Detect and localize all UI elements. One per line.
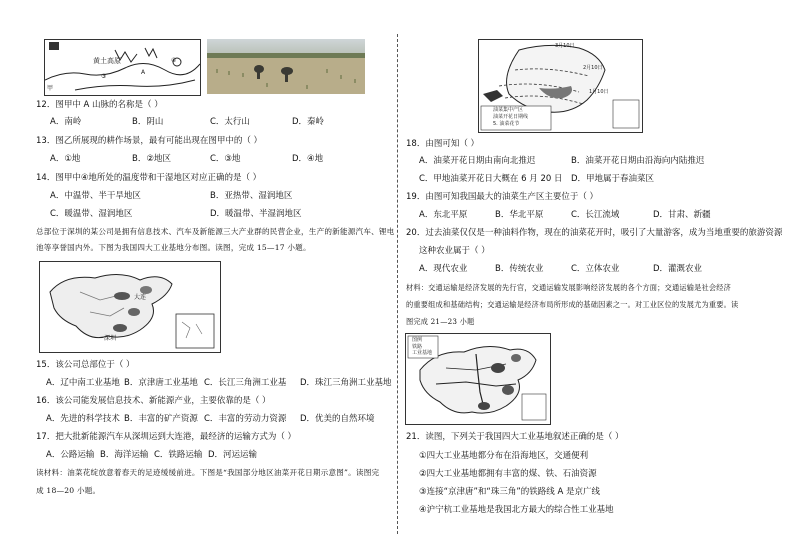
figure-railway-map: [405, 333, 551, 425]
material-2-line-1: 读材料：油菜花绽放意着春天的足迹缓缓前进。下图是“我国部分地区油菜开花日期示意图”。读图完: [36, 468, 380, 477]
label-jia: 甲: [47, 85, 54, 92]
q15-option-c[interactable]: C．长江三角洲工业基: [204, 378, 287, 388]
q16-option-b[interactable]: B．丰富的矿产资源: [124, 414, 198, 424]
q21-statement-2: ②四大工业基地都拥有丰富的煤、铁、石油资源: [419, 469, 597, 479]
q17-option-c[interactable]: C．铁路运输: [154, 450, 203, 460]
column-divider: [397, 34, 398, 534]
q13-option-a[interactable]: A．①地: [50, 154, 81, 164]
q19-option-b[interactable]: B．华北平原: [495, 210, 544, 220]
label-loess: 黄土高原: [93, 57, 121, 65]
legend-bloom-line: 油菜开花日期线: [493, 114, 529, 120]
q19-option-a[interactable]: A．东北平原: [419, 210, 468, 220]
material-1-line-2: 池等享誉国内外。下图为我国四大工业基地分布图。读图，完成 15—17 小题。: [36, 243, 311, 252]
q19-stem: 19．由图可知我国最大的油菜生产区主要位于（ ）: [406, 192, 599, 202]
q15-option-b[interactable]: B．京津唐工业基地: [124, 378, 198, 388]
q14-option-a[interactable]: A．中温带、半干旱地区: [50, 191, 141, 201]
material-3-line-3: 图完成 21—23 小题: [406, 317, 475, 326]
q12-stem: 12．图甲中 A 山脉的名称是（ ）: [36, 100, 163, 110]
china-outline-map: [40, 262, 220, 352]
q16-option-a[interactable]: A．先进的科学技术: [46, 414, 120, 424]
label-a: A: [141, 69, 146, 76]
label-date-2: 2月10日: [583, 65, 603, 71]
q14-option-c[interactable]: C．暖温带、湿润地区: [50, 209, 133, 219]
q17-stem: 17．把大批新能源汽车从深圳运到大连港，最经济的运输方式为（ ）: [36, 432, 297, 442]
q16-stem: 16．该公司能发展信息技术、新能源产业，主要依靠的是（ ）: [36, 396, 271, 406]
legend-festival: 5. 油菜花节: [493, 121, 520, 127]
material-2-line-2: 成 18—20 小题。: [36, 486, 101, 495]
q18-stem: 18．由图可知（ ）: [406, 139, 480, 149]
china-railway-map: [406, 334, 550, 424]
q13-option-c[interactable]: C．③地: [210, 154, 241, 164]
q15-option-a[interactable]: A．辽中南工业基地: [46, 378, 120, 388]
q18-option-c[interactable]: C．甲地油菜开花日大概在 6 月 20 日: [419, 174, 563, 184]
rice-planting-photo: [207, 39, 365, 94]
material-3-line-2: 的重要组成和基础结构；交通运输是经济布局所形成的基础因素之一。对工业区位的发展尤为重要。读: [406, 300, 739, 309]
q12-option-a[interactable]: A．南岭: [50, 117, 82, 127]
q20-option-d[interactable]: D．灌溉农业: [653, 264, 703, 274]
q20-stem-line-1: 20．过去油菜仅仅是一种油料作物，现在的油菜花开时，吸引了大量游客，成为当地重要的旅游资源: [406, 228, 783, 238]
q13-stem: 13．图乙所展现的耕作场景，最有可能出现在图甲中的（ ）: [36, 136, 263, 146]
figure-rapeseed-map: [478, 39, 643, 133]
q12-option-b[interactable]: B．阴山: [132, 117, 164, 127]
label-date-1: 3月10日: [555, 43, 575, 49]
label-date-3: 1月10日: [589, 89, 609, 95]
label-4: ④: [171, 57, 177, 64]
q20-stem-line-2: 这种农业属于（ ）: [419, 246, 490, 256]
material-1-line-1: 总部位于深圳的某公司是拥有信息技术、汽车及新能源三大产业群的民营企业，生产的新能源汽车、锂电: [36, 227, 395, 236]
figure-jia-map: [44, 39, 201, 96]
q16-option-c[interactable]: C．丰富的劳动力资源: [204, 414, 287, 424]
q18-option-a[interactable]: A．油菜开花日期由南向北推迟: [419, 156, 536, 166]
q13-option-b[interactable]: B．②地区: [132, 154, 171, 164]
label-3: ③: [101, 73, 107, 80]
material-3-line-1: 材料：交通运输是经济发展的先行官，交通运输发展影响经济发展的各个方面；交通运输是社会经济: [406, 283, 732, 292]
q19-option-c[interactable]: C．长江流域: [571, 210, 620, 220]
figure-industrial-bases-map: [39, 261, 221, 353]
q16-option-d[interactable]: D．优美的自然环境: [300, 414, 375, 424]
q18-option-d[interactable]: D．甲地属于春油菜区: [571, 174, 655, 184]
q13-option-d[interactable]: D．④地: [292, 154, 324, 164]
label-shenzhen: 深圳: [104, 335, 117, 342]
q12-option-d[interactable]: D．秦岭: [292, 117, 325, 127]
q21-stem: 21．读图，下列关于我国四大工业基地叙述正确的是（ ）: [406, 432, 624, 442]
q18-option-b[interactable]: B．油菜开花日期由沿海向内陆推迟: [571, 156, 705, 166]
q17-option-b[interactable]: B．海洋运输: [100, 450, 149, 460]
q20-option-c[interactable]: C．立体农业: [571, 264, 620, 274]
q17-option-d[interactable]: D．河运运输: [208, 450, 258, 460]
legend-rapeseed-area: 油菜集中产区: [493, 107, 524, 113]
q17-option-a[interactable]: A．公路运输: [46, 450, 95, 460]
q20-option-b[interactable]: B．传统农业: [495, 264, 544, 274]
legend-industrial-base: 工业基地: [412, 350, 433, 356]
q14-stem: 14．图甲中④地所处的温度带和干湿地区对应正确的是（ ）: [36, 173, 262, 183]
q21-statement-4: ④沪宁杭工业基地是我国北方最大的综合性工业基地: [419, 505, 614, 515]
q15-stem: 15．该公司总部位于（ ）: [36, 360, 135, 370]
figure-yi-photo: [207, 39, 365, 94]
q14-option-b[interactable]: B．亚热带、湿润地区: [210, 191, 293, 201]
q15-option-d[interactable]: D．珠江三角洲工业基地: [300, 378, 392, 388]
legend-title: 图例: [412, 337, 423, 343]
q14-option-d[interactable]: D．暖温带、半湿润地区: [210, 209, 302, 219]
q21-statement-3: ③连接“京津唐”和“珠三角”的铁路线 A 是京广线: [419, 487, 600, 497]
q21-statement-1: ①四大工业基地都分布在沿海地区，交通便利: [419, 451, 589, 461]
loess-plateau-map: [45, 40, 200, 95]
q12-option-c[interactable]: C．太行山: [210, 117, 250, 127]
legend-railway: 铁路: [412, 344, 423, 350]
label-dalian: 大连: [134, 294, 147, 301]
q19-option-d[interactable]: D．甘肃、新疆: [653, 210, 711, 220]
q20-option-a[interactable]: A．现代农业: [419, 264, 468, 274]
